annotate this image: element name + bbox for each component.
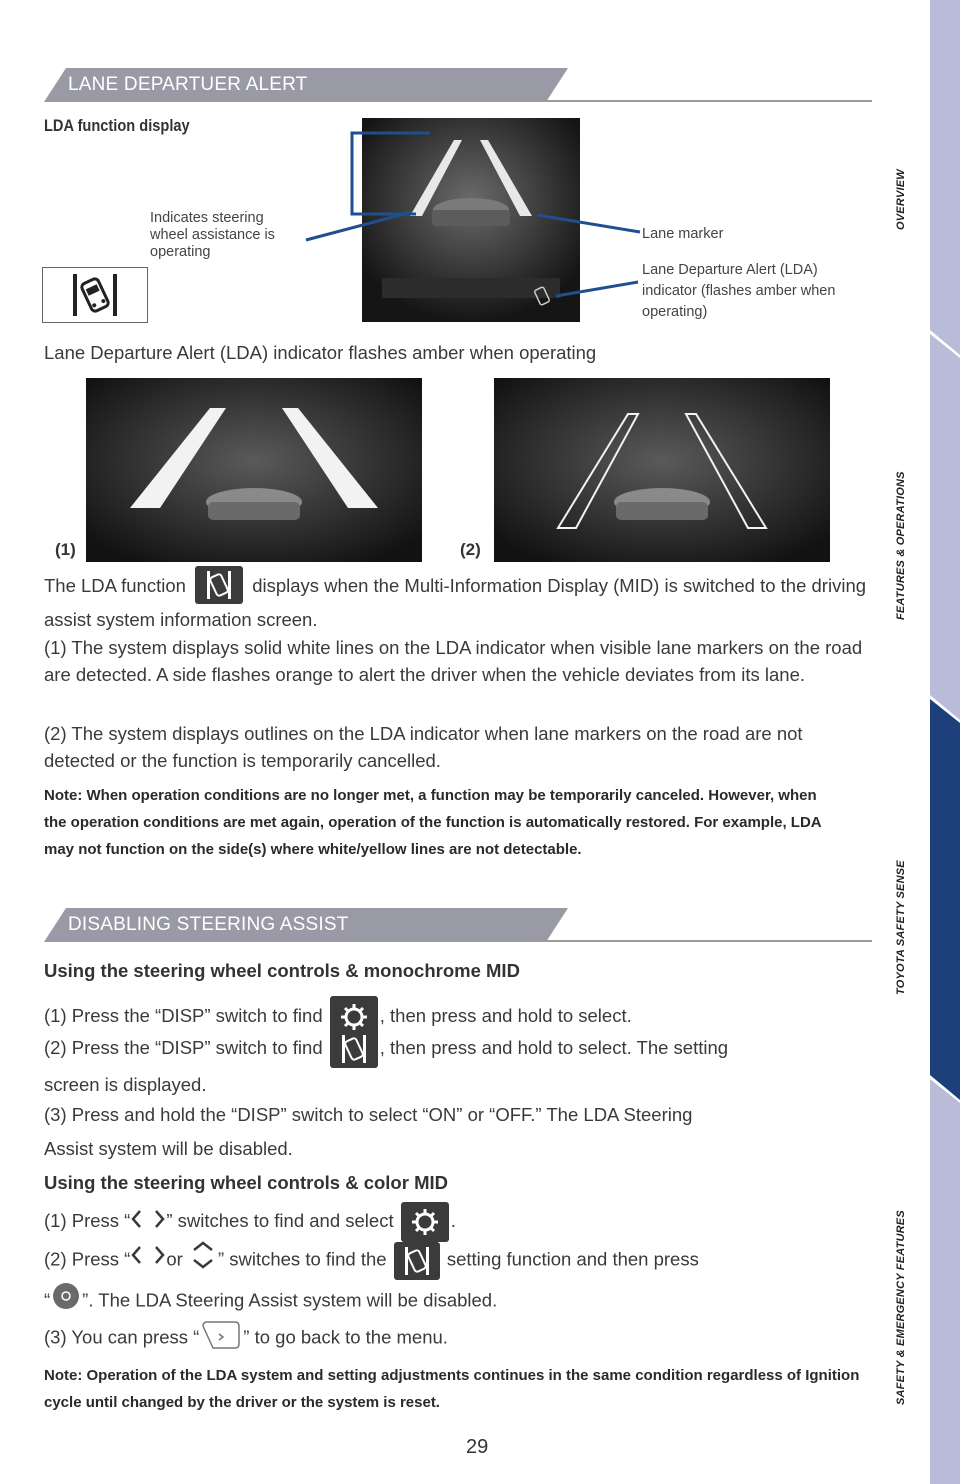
gear-icon bbox=[401, 1202, 449, 1242]
mono-heading: Using the steering wheel controls & monochrome MID bbox=[44, 960, 520, 981]
steering-assist-icon bbox=[195, 566, 243, 604]
note-operation-conditions: Note: When operation conditions are no longer met, a function may be temporarily canceled. However, when the operation conditions are met again, operation of the function is automatically restored. For example, LDA may not function on the side(s) where white/yellow lines are not detectable. bbox=[44, 787, 822, 858]
page-number: 29 bbox=[466, 1436, 489, 1458]
side-tab-strip bbox=[926, 0, 960, 1484]
step-text: setting function and then press bbox=[446, 1248, 699, 1270]
lda-description bbox=[44, 568, 874, 633]
left-right-arrows-icon bbox=[130, 1207, 166, 1238]
step-text: , then press and hold to select. The setting bbox=[379, 1036, 729, 1058]
step-text: ” to go back to the menu. bbox=[243, 1326, 448, 1348]
section-rule bbox=[540, 940, 872, 942]
section-title: LANE DEPARTUER ALERT bbox=[68, 74, 308, 95]
tab-overview[interactable]: OVERVIEW bbox=[895, 169, 907, 230]
callout-steering-assist: Indicates steering wheel assistance is operating bbox=[150, 210, 275, 260]
paragraph-solid-lines: (1) The system displays solid white lines on the LDA indicator when visible lane markers on the road are detected. A side flashes orange to alert the driver when the vehicle deviates from its lane. bbox=[44, 637, 863, 685]
tab-safety-emergency[interactable]: SAFETY & EMERGENCY FEATURES bbox=[895, 1210, 907, 1405]
callout-lda-indicator: Lane Departure Alert (LDA) indicator (flashes amber when operating) bbox=[642, 262, 836, 320]
step-text: or bbox=[166, 1248, 183, 1270]
section-title: DISABLING STEERING ASSIST bbox=[68, 914, 349, 935]
step-text: ” switches to find the bbox=[217, 1248, 387, 1270]
steering-assist-icon bbox=[394, 1242, 440, 1280]
paragraph-outline-lines: (2) The system displays outlines on the LDA indicator when lane markers on the road are not detected or the function is temporarily cancelled. bbox=[44, 723, 803, 771]
step-text: (3) You can press “ bbox=[44, 1326, 200, 1348]
step-text: (1) Press “ bbox=[44, 1209, 131, 1231]
lda-description-end: displays when the Multi-Information Display (MID) is switched to the driving assist system information screen. bbox=[44, 574, 867, 630]
figure-caption: Lane Departure Alert (LDA) indicator flashes amber when operating bbox=[44, 342, 597, 363]
step-text: . bbox=[450, 1209, 456, 1231]
ok-button-icon bbox=[50, 1281, 82, 1322]
tab-toyota-safety-sense[interactable]: TOYOTA SAFETY SENSE bbox=[895, 860, 907, 995]
steering-assist-icon bbox=[330, 1030, 378, 1068]
step-text: , then press and hold to select. bbox=[379, 1004, 632, 1026]
back-button-icon bbox=[199, 1320, 243, 1357]
color-step-3 bbox=[44, 1320, 448, 1357]
figure-1-label: (1) bbox=[55, 540, 76, 559]
callout-lane-marker: Lane marker bbox=[642, 226, 724, 242]
left-right-arrows-icon bbox=[130, 1243, 166, 1278]
step-text: Assist system will be disabled. bbox=[44, 1138, 293, 1159]
step-text: (2) Press the “DISP” switch to find bbox=[44, 1036, 323, 1058]
mono-step-2 bbox=[44, 1030, 728, 1102]
lda-description-start: The LDA function bbox=[44, 574, 186, 596]
solid-lines-screen bbox=[86, 378, 422, 562]
section-banner-disable bbox=[44, 908, 568, 942]
up-down-arrows-icon bbox=[188, 1240, 218, 1281]
lda-outline-lines-image bbox=[494, 378, 830, 562]
mono-step-3 bbox=[44, 1098, 692, 1166]
color-step-1 bbox=[44, 1202, 456, 1242]
color-heading: Using the steering wheel controls & color MID bbox=[44, 1172, 448, 1193]
outline-lines-screen bbox=[494, 378, 830, 562]
lda-heading: LDA function display bbox=[44, 116, 190, 135]
tab-features-operations[interactable]: FEATURES & OPERATIONS bbox=[895, 471, 907, 620]
step-text: ” switches to find and select bbox=[166, 1209, 394, 1231]
step-text: (2) Press “ bbox=[44, 1248, 131, 1270]
note-setting-adjustments: Note: Operation of the LDA system and setting adjustments continues in the same condition regardless of Ignition cycle until changed by the driver or the system is reset. bbox=[44, 1367, 860, 1411]
color-step-2 bbox=[44, 1240, 699, 1322]
step-text: ”. The LDA Steering Assist system will be disabled. bbox=[82, 1289, 498, 1311]
step-text: “ bbox=[44, 1289, 51, 1311]
lda-solid-lines-image bbox=[86, 378, 422, 562]
step-text: screen is displayed. bbox=[44, 1074, 207, 1095]
figure-2-label: (2) bbox=[460, 540, 481, 559]
step-text: (1) Press the “DISP” switch to find bbox=[44, 1004, 323, 1026]
step-text: (3) Press and hold the “DISP” switch to select “ON” or “OFF.” The LDA Steering bbox=[44, 1104, 693, 1125]
